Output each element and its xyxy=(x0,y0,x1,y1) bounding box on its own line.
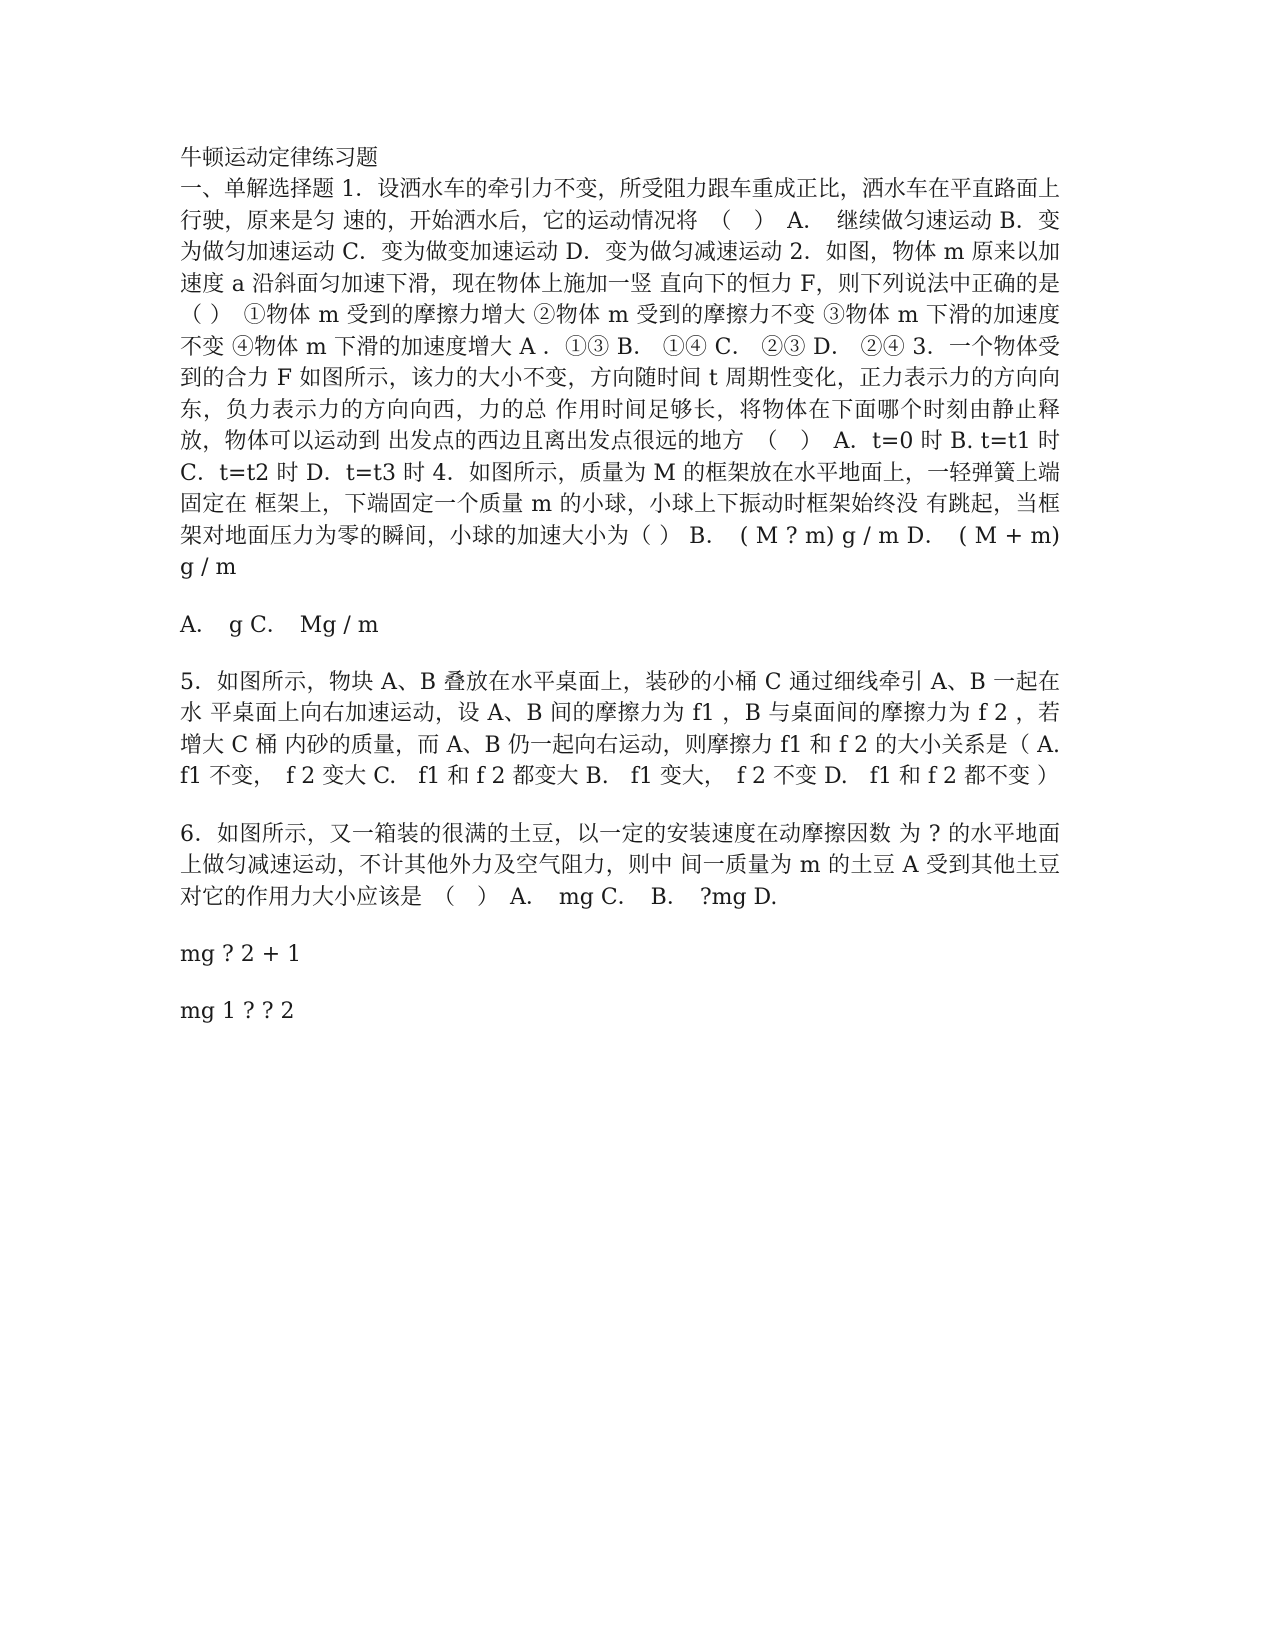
question-6-option-expression-2: mg 1 ? ? 2 xyxy=(180,999,295,1024)
paragraph-gap xyxy=(180,970,1060,996)
question-6-option-expression-1: mg ? 2 + 1 xyxy=(180,942,302,967)
document-title: 牛顿运动定律练习题 xyxy=(180,146,379,171)
question-block-1-4: 一、单解选择题 1．设洒水车的牵引力不变，所受阻力跟车重成正比，洒水车在平直路面上行驶，原来是匀 速的，开始洒水后，它的运动情况将 （ ） A． 继续做匀速运动 B．变为做匀加速运动 C．变为做变加速运动 D．变为做匀减速运动 2．如图，物体 m 原来以加速度 a 沿斜面匀加速下滑，现在物体上施加一竖 直向下的恒力 F，则下列说法中正确的是（ ） ①物体 m 受到的摩擦力增大 ②物体 m 受到的摩擦力不变 ③物体 m 下滑的加速度不变 ④物体 m 下滑的加速度增大 A ．①③ B． ①④ C． ②③ D． ②④ 3．一个物体受到的合力 F 如图所示，该力的大小不变，方向随时间 t 周期性变化，正力表示力的方向向东，负力表示力的方向向西，力的总 作用时间足够长，将物体在下面哪个时刻由静止释放，物体可以运动到 出发点的西边且离出发点很远的地方 （ ） A．t=0 时 B. t=t1 时 C．t=t2 时 D．t=t3 时 4．如图所示，质量为 M 的框架放在水平地面上，一轻弹簧上端固定在 框架上，下端固定一个质量 m 的小球，小球上下振动时框架始终没 有跳起，当框架对地面压力为零的瞬间，小球的加速大小为（ ） B． ( M ? m) g / m D． ( M + m) g / m xyxy=(180,177,1060,580)
question-4-options: A． g C． Mg / m xyxy=(180,612,379,638)
question-5: 5．如图所示，物块 A、B 叠放在水平桌面上，装砂的小桶 C 通过细线牵引 A、B 一起在水 平桌面上向右加速运动，设 A、B 间的摩擦力为 f1 ，B 与桌面间的摩擦力为 f 2 ，若增大 C 桶 内砂的质量，而 A、B 仍一起向右运动，则摩擦力 f1 和 f 2 的大小关系是（ A. f1 不变， f 2 变大 C. f1 和 f 2 都变大 B. f1 变大， f 2 不变 D. f1 和 f 2 都不变 ） xyxy=(180,669,1083,789)
paragraph-gap xyxy=(180,913,1060,939)
paragraph-gap xyxy=(180,584,1060,610)
document-body xyxy=(180,143,1083,1027)
paragraph-gap xyxy=(180,793,1060,819)
paragraph-gap xyxy=(180,641,1060,667)
question-6: 6．如图所示，又一箱装的很满的土豆，以一定的安装速度在动摩擦因数 为 ? 的水平地面上做匀减速运动，不计其他外力及空气阻力，则中 间一质量为 m 的土豆 A 受到其他土豆对它的作用力大小应该是 （ ） A． mg C． B． ?mg D. xyxy=(180,821,1060,910)
